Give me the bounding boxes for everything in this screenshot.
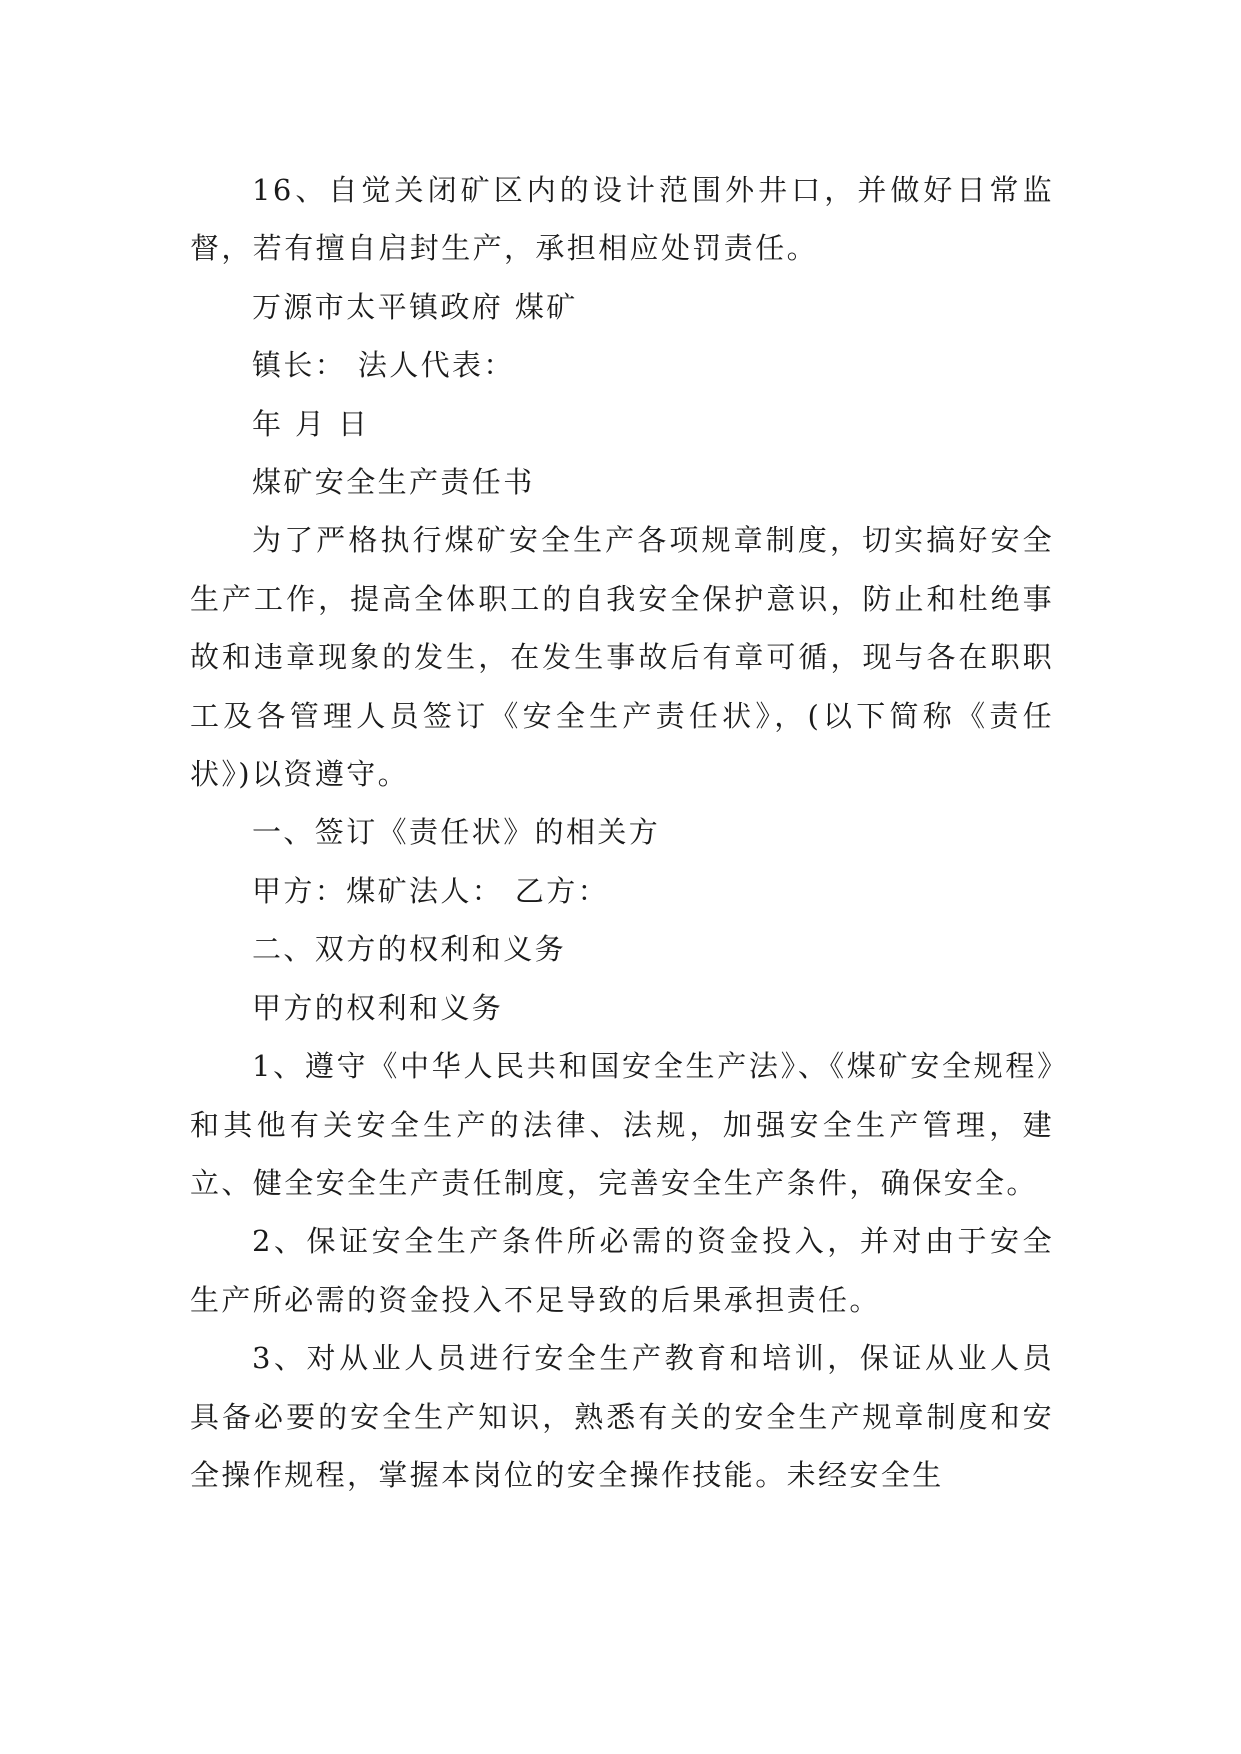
subheading-party-a: 甲方的权利和义务 — [252, 990, 504, 1025]
signature-date: 年 月 日 — [252, 406, 370, 441]
paragraph-item-16: 16、自觉关闭矿区内的设计范围外井口，并做好日常监督，若有擅自启封生产，承担相应处罚责任。 — [190, 173, 1054, 266]
clause-2: 2、保证安全生产条件所必需的资金投入，并对由于安全生产所必需的资金投入不足导致的后果承担责任。 — [190, 1224, 1054, 1317]
section-heading-parties: 一、签订《责任状》的相关方 — [252, 815, 661, 850]
signature-roles: 镇长： 法人代表： — [252, 348, 515, 383]
section-heading-rights: 二、双方的权利和义务 — [252, 932, 567, 967]
signature-organization: 万源市太平镇政府 煤矿 — [252, 289, 578, 324]
document-body — [190, 161, 1054, 1504]
document-title: 煤矿安全生产责任书 — [252, 465, 535, 500]
parties-line: 甲方：煤矿法人： 乙方： — [252, 873, 610, 908]
clause-3: 3、对从业人员进行安全生产教育和培训，保证从业人员具备必要的安全生产知识，熟悉有关的安全生产规章制度和安全操作规程，掌握本岗位的安全操作技能。未经安全生 — [190, 1341, 1054, 1492]
clause-1: 1、遵守《中华人民共和国安全生产法》、《煤矿安全规程》和其他有关安全生产的法律、法规，加强安全生产管理，建立、健全安全生产责任制度，完善安全生产条件，确保安全。 — [190, 1049, 1054, 1200]
intro-paragraph: 为了严格执行煤矿安全生产各项规章制度，切实搞好安全生产工作，提高全体职工的自我安全保护意识，防止和杜绝事故和违章现象的发生，在发生事故后有章可循，现与各在职职工及各管理人员签订《安全生产责任状》，(以下简称《责任状》)以资遵守。 — [190, 523, 1054, 792]
